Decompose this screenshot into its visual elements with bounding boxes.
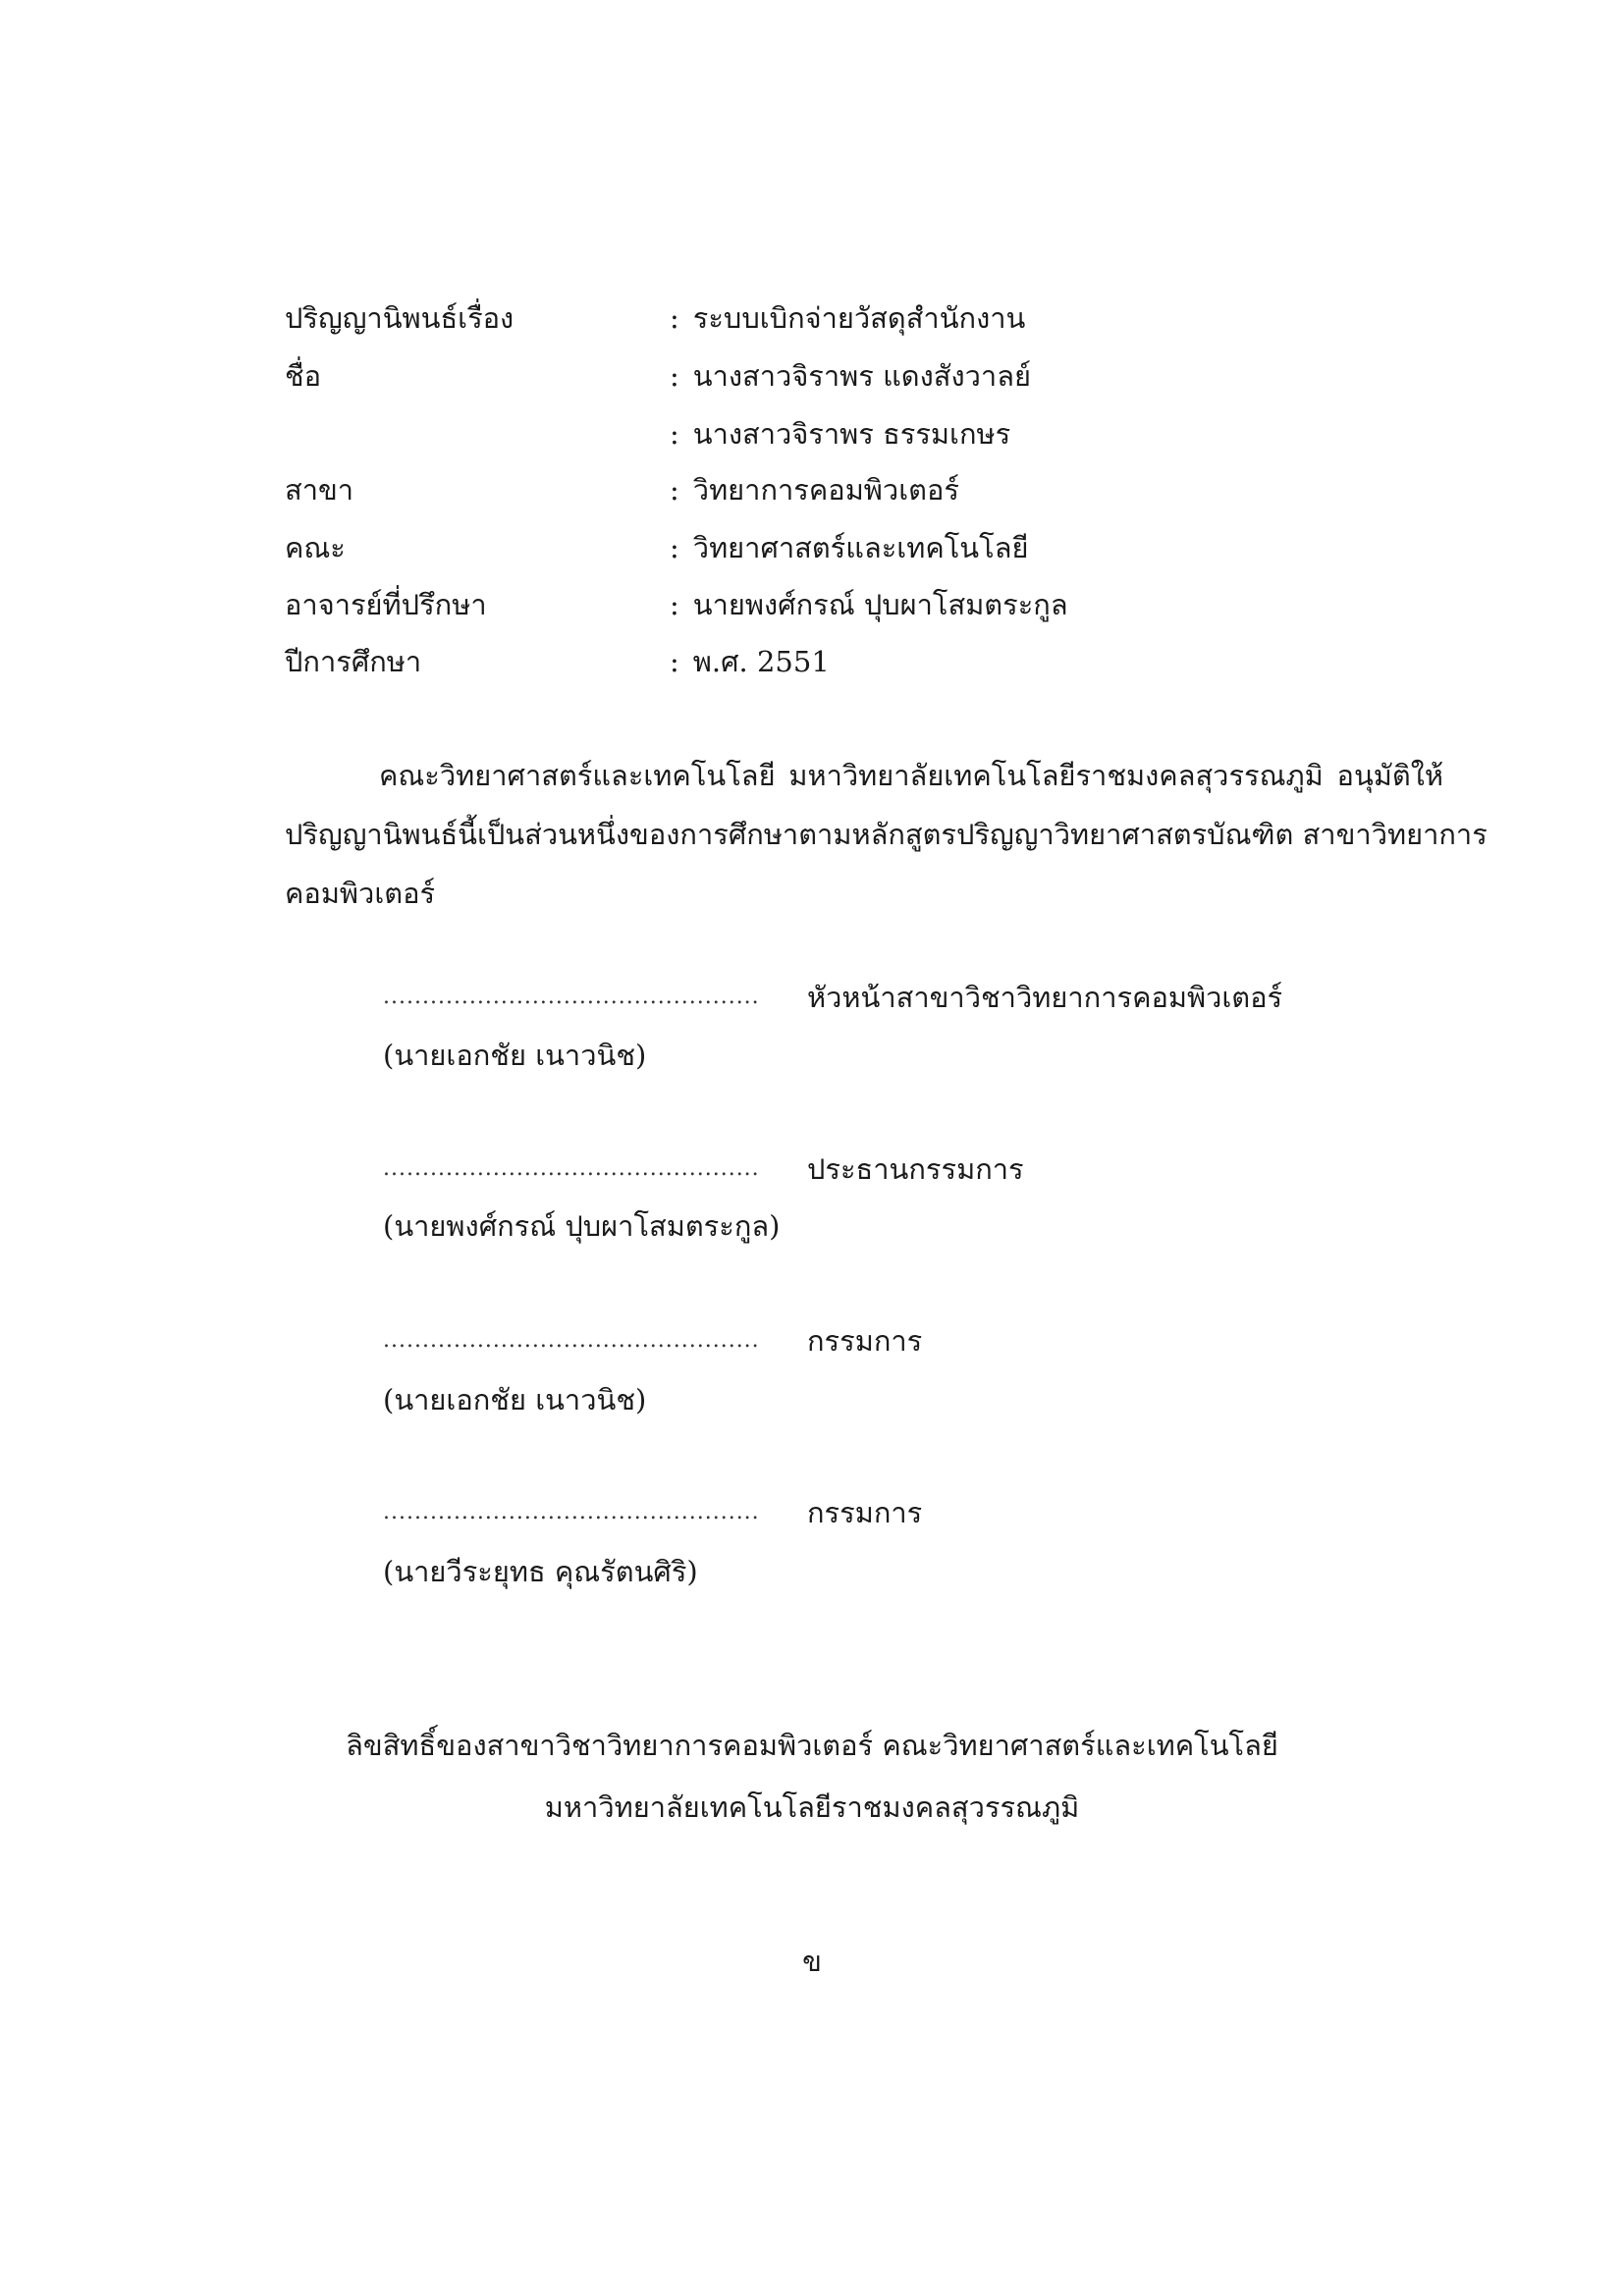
signature-role: กรรมการ <box>807 1324 923 1358</box>
signature-role: กรรมการ <box>807 1496 923 1529</box>
info-value: พ.ศ. 2551 <box>692 645 830 678</box>
signature-role: ประธานกรรมการ <box>807 1152 1024 1186</box>
info-value: วิทยาศาสตร์และเทคโนโลยี <box>692 531 1029 564</box>
info-label: สาขา <box>285 473 354 507</box>
info-value: ระบบเบิกจ่ายวัสดุสำนักงาน <box>692 301 1026 335</box>
info-label: ปริญญานิพนธ์เรื่อง <box>285 301 514 335</box>
signature-name: (นายพงศ์กรณ์ ปุบผาโสมตระกูล) <box>383 1209 781 1243</box>
info-label: ชื่อ <box>285 359 322 393</box>
colon: : <box>670 359 679 393</box>
colon: : <box>670 588 679 621</box>
info-value: นายพงศ์กรณ์ ปุบผาโสมตระกูล <box>692 588 1068 621</box>
info-row-name <box>285 348 1463 403</box>
signature-line: ................................................ <box>383 1156 760 1181</box>
info-row-faculty <box>285 520 1463 575</box>
info-value: นางสาวจิราพร ธรรมเกษร <box>692 417 1011 451</box>
signature-name: (นายวีระยุทธ คุณรัตนศิริ) <box>383 1555 698 1588</box>
info-label: อาจารย์ที่ปรึกษา <box>285 588 487 621</box>
approval-line: คอมพิวเตอร์ <box>285 877 436 910</box>
signature-name: (นายเอกชัย เนาวนิช) <box>383 1039 647 1072</box>
colon: : <box>670 531 679 564</box>
colon: : <box>670 417 679 451</box>
info-row-academic-year <box>285 634 1463 689</box>
signature-name: (นายเอกชัย เนาวนิช) <box>383 1383 647 1416</box>
colon: : <box>670 645 679 678</box>
info-row-name-2 <box>285 406 1463 461</box>
info-row-major <box>285 462 1463 517</box>
copyright-line: มหาวิทยาลัยเทคโนโลยีราชมงคลสุวรรณภูมิ <box>544 1790 1080 1824</box>
colon: : <box>670 301 679 335</box>
signature-line: ................................................ <box>383 1500 760 1524</box>
info-row-advisor <box>285 577 1463 632</box>
info-value: นางสาวจิราพร แดงสังวาลย์ <box>692 359 1031 393</box>
signature-role: หัวหน้าสาขาวิชาวิทยาการคอมพิวเตอร์ <box>807 981 1283 1014</box>
info-label: ปีการศึกษา <box>285 645 422 678</box>
colon: : <box>670 473 679 507</box>
info-value: วิทยาการคอมพิวเตอร์ <box>692 473 959 507</box>
page-number: ข <box>802 1945 822 1978</box>
approval-paragraph <box>285 746 1488 923</box>
info-label: คณะ <box>285 531 346 564</box>
approval-line: คณะวิทยาศาสตร์และเทคโนโลยี มหาวิทยาลัยเทคโนโลยีราชมงคลสุวรรณภูมิ อนุมัติให้ <box>379 759 1443 792</box>
signature-line: ................................................ <box>383 1328 760 1353</box>
info-row-thesis-title <box>285 291 1463 346</box>
approval-line: ปริญญานิพนธ์นี้เป็นส่วนหนึ่งของการศึกษาตามหลักสูตรปริญญาวิทยาศาสตรบัณฑิต สาขาวิทยาการ <box>285 818 1488 851</box>
copyright-line: ลิขสิทธิ์ของสาขาวิชาวิทยาการคอมพิวเตอร์ คณะวิทยาศาสตร์และเทคโนโลยี <box>346 1729 1278 1762</box>
signature-line: ................................................ <box>383 985 760 1009</box>
